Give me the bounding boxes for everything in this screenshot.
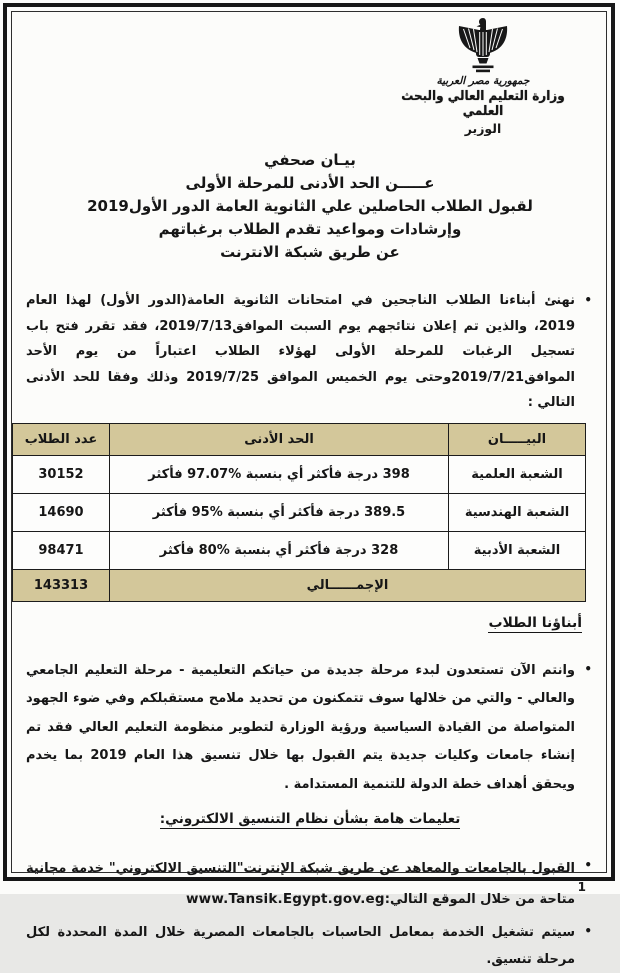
header-students: عدد الطلاب [13,423,110,455]
government-header [388,17,578,136]
bullet-dot-icon: • [584,924,592,938]
instructions-bullet-2 [24,919,596,973]
intro-paragraph [24,288,596,416]
students-cell: 14690 [13,493,110,531]
table-header-row [13,423,586,455]
page-number: 1 [577,880,586,894]
instructions-text-1 [26,853,575,915]
instructions-text-2: سيتم تشغيل الخدمة بمعامل الحاسبات بالجامعات المصرية خلال المدة المحددة لكل مرحلة تنسيق. [26,925,575,967]
page-content [24,15,596,967]
instructions-bullet-1 [24,853,596,915]
title-line-4: وإرشادات ومواعيد تقدم الطلاب برغباتهم [158,220,462,238]
minimum-cell: 389.5 درجة فأكثر أي بنسبة %95 فأكثر [110,493,449,531]
table-total-row [13,569,586,601]
total-label-cell: الإجمــــــالي [110,569,586,601]
bullet-dot-icon: • [584,661,592,676]
admission-service-text: القبول بالجامعات والمعاهد عن طريق شبكة الإنترنت"التنسيق الالكتروني" خدمة مجانية متاحة من خلال الموقع التالي: [26,861,575,907]
students-section-heading: أبناؤنا الطلاب [488,614,582,631]
instructions-heading: تعليمات هامة بشأن نظام التنسيق الالكتروني: [159,811,461,827]
minimum-cell: 328 درجة فأكثر أي بنسبة %80 فأكثر [110,531,449,569]
title-line-3: لقبول الطلاب الحاصلين علي الثانوية العامة الدور الأول2019 [87,197,533,215]
minimum-cell: 398 درجة فأكثر أي بنسبة %97.07 فأكثر [110,455,449,493]
minister-title: الوزير [464,121,502,136]
category-cell: الشعبة الأدبية [449,531,586,569]
intro-text: نهنئ أبناءنا الطلاب الناجحين في امتحانات الثانوية العامة(الدور الأول) لهذا العام 2019، والذين تم إعلان نتائجهم يوم السبت الموافق2019/7/13، فقد تقرر فتح باب تسجيل الرغبات للمرحلة الأولى لهؤلاء الطلاب اعتباراً من يوم الأحد الموافق2019/7/21وحتى يوم الخميس الموافق 2019/7/25 وذلك وفقا للحد الأدنى التالي : [26,293,575,410]
press-release-title [24,149,596,264]
total-students-cell: 143313 [13,569,110,601]
minimum-scores-table [12,423,586,602]
table-row-engineering [13,493,586,531]
bullet-dot-icon: • [584,858,592,872]
category-cell: الشعبة العلمية [449,455,586,493]
students-paragraph [24,657,596,800]
table-row-literary [13,531,586,569]
tansik-website-url: www.Tansik.Egypt.gov.eg [186,891,385,907]
title-line-5: عن طريق شبكة الانترنت [220,243,400,261]
title-line-2: عـــــن الحد الأدنى للمرحلة الأولى [185,174,435,192]
students-text: وانتم الآن تستعدون لبدء مرحلة جديدة من حياتكم التعليمية - مرحلة التعليم الجامعي والعالي - والتي من خلالها سوف تتمكنون من تحديد ملامح مستقبلكم وفي ضوء الجهود المتواصلة من القيادة السياسية ورؤية الوزارة لتطوير منظومة التعليم العالي فقد تم إنشاء جامعات وكليات جديدة يتم القبول بها خلال تنسيق هذا العام 2019 بما يخدم ويحقق أهداف خطة الدولة للتنمية المستدامة . [26,662,575,792]
title-line-1: بيـان صحفي [264,151,356,169]
bullet-dot-icon: • [584,293,592,307]
header-minimum: الحد الأدنى [110,423,449,455]
country-name: جمهورية مصر العربية [436,75,530,87]
egypt-eagle-emblem-icon [456,17,510,74]
ministry-name: وزارة التعليم العالي والبحث العلمي [401,87,565,119]
table-row-scientific [13,455,586,493]
students-cell: 30152 [13,455,110,493]
category-cell: الشعبة الهندسية [449,493,586,531]
header-category: البيـــــان [449,423,586,455]
students-cell: 98471 [13,531,110,569]
